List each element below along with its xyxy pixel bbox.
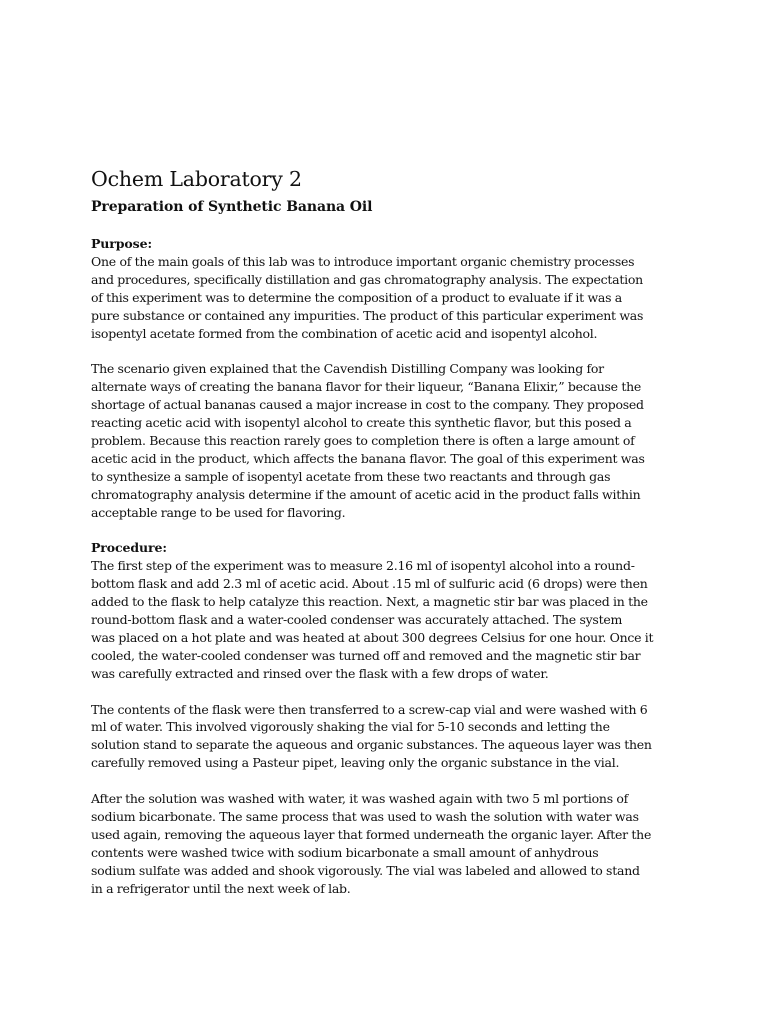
text-line: pure substance or contained any impurities. The product of this particular experiment was <box>91 307 644 323</box>
document-subtitle: Preparation of Synthetic Banana Oil <box>91 199 373 215</box>
text-line: added to the flask to help catalyze this reaction. Next, a magnetic stir bar was placed in the <box>91 594 648 610</box>
purpose-heading: Purpose: <box>91 236 152 251</box>
text-line: After the solution was washed with water, it was washed again with two 5 ml portions of <box>91 791 629 807</box>
text-line: was carefully extracted and rinsed over the flask with a few drops of water. <box>91 665 549 681</box>
text-line: problem. Because this reaction rarely goes to completion there is often a large amount of <box>91 432 635 448</box>
spacer <box>91 683 683 701</box>
text-line: One of the main goals of this lab was to introduce important organic chemistry processes <box>91 253 635 269</box>
text-line: alternate ways of creating the banana flavor for their liqueur, “Banana Elixir,” because the <box>91 379 642 395</box>
procedure-heading: Procedure: <box>91 540 167 556</box>
text-line: round-bottom flask and a water-cooled condenser was accurately attached. The system <box>91 612 623 627</box>
text-line: used again, removing the aqueous layer that formed underneath the organic layer. After the <box>91 826 652 842</box>
text-line: in a refrigerator until the next week of lab. <box>91 880 351 896</box>
text-line: shortage of actual bananas caused a major increase in cost to the company. They proposed <box>91 397 644 413</box>
text-line: The scenario given explained that the Cavendish Distilling Company was looking for <box>91 361 604 377</box>
text-line: bottom flask and add 2.3 ml of acetic acid. About .15 ml of sulfuric acid (6 drops) were then <box>91 576 648 592</box>
text-line: of this experiment was to determine the composition of a product to evaluate if it was a <box>91 289 622 305</box>
text-line: was placed on a hot plate and was heated at about 300 degrees Celsius for one hour. Once it <box>91 629 654 645</box>
spacer <box>91 521 683 539</box>
spacer <box>91 218 683 235</box>
text-line: reacting acetic acid with isopentyl alcohol to create this synthetic flavor, but this posed a <box>91 415 632 431</box>
document-page <box>91 164 683 897</box>
text-line: chromatography analysis determine if the amount of acetic acid in the product falls within <box>91 486 641 502</box>
text-line: acceptable range to be used for flavoring. <box>91 504 346 520</box>
procedure-paragraph-2 <box>91 701 683 773</box>
purpose-paragraph-1 <box>91 253 683 343</box>
spacer <box>91 772 683 790</box>
text-line: sodium sulfate was added and shook vigorously. The vial was labeled and allowed to stand <box>91 862 640 878</box>
text-line: to synthesize a sample of isopentyl acetate from these two reactants and through gas <box>91 468 611 484</box>
text-line: isopentyl acetate formed from the combination of acetic acid and isopentyl alcohol. <box>91 325 598 341</box>
purpose-paragraph-2 <box>91 360 683 521</box>
text-line: and procedures, specifically distillation and gas chromatography analysis. The expectation <box>91 271 643 287</box>
document-title: Ochem Laboratory 2 <box>91 167 302 191</box>
text-line: The contents of the flask were then transferred to a screw-cap vial and were washed with 6 <box>91 701 648 717</box>
procedure-section <box>91 539 683 897</box>
text-line: ml of water. This involved vigorously shaking the vial for 5-10 seconds and letting the <box>91 719 610 735</box>
text-line: The first step of the experiment was to measure 2.16 ml of isopentyl alcohol into a round- <box>91 558 635 574</box>
procedure-paragraph-1 <box>91 557 683 682</box>
text-line: carefully removed using a Pasteur pipet, leaving only the organic substance in the vial. <box>91 755 620 771</box>
purpose-section <box>91 235 683 521</box>
procedure-paragraph-3 <box>91 790 683 897</box>
text-line: contents were washed twice with sodium bicarbonate a small amount of anhydrous <box>91 844 599 860</box>
text-line: cooled, the water-cooled condenser was turned off and removed and the magnetic stir bar <box>91 647 641 663</box>
text-line: acetic acid in the product, which affects the banana flavor. The goal of this experiment was <box>91 450 645 466</box>
spacer <box>91 342 683 360</box>
text-line: solution stand to separate the aqueous and organic substances. The aqueous layer was then <box>91 737 652 753</box>
text-line: sodium bicarbonate. The same process that was used to wash the solution with water was <box>91 808 639 824</box>
